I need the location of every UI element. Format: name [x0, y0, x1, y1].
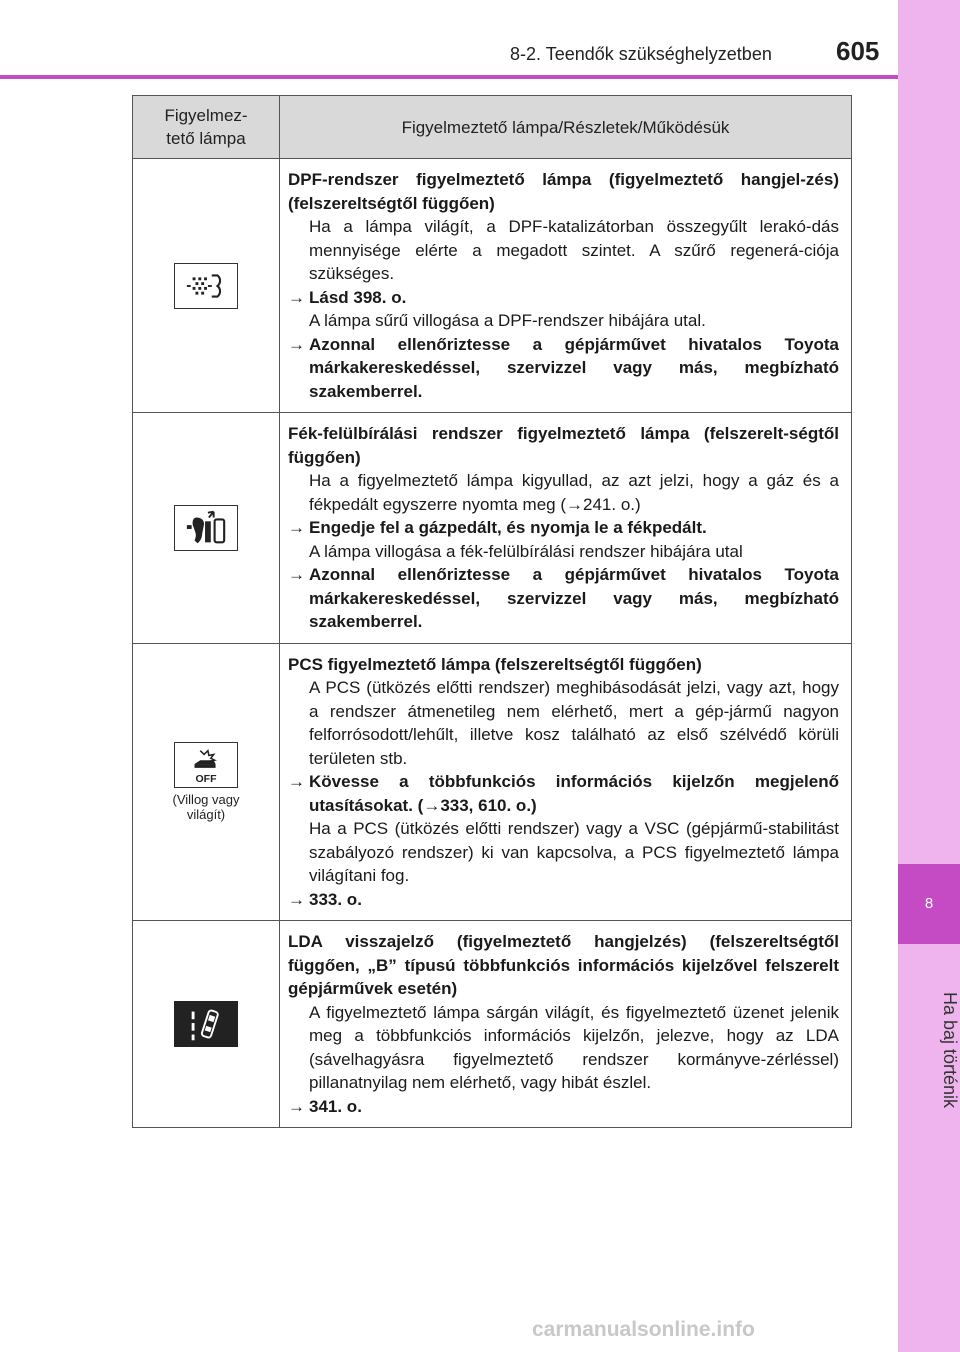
action-line [288, 516, 839, 540]
action-text: Kövesse a többfunkciós információs kijelzőn megjelenő utasításokat. ( [309, 772, 839, 815]
action-line [288, 333, 839, 404]
chapter-tab[interactable] [898, 864, 960, 944]
action-line [288, 770, 839, 817]
table-row [133, 159, 852, 413]
page-number: 605 [836, 36, 880, 66]
warning-lamp-table [132, 95, 852, 1128]
table-row [133, 921, 852, 1128]
table-header-row [133, 96, 852, 159]
lamp-description: A PCS (ütközés előtti rendszer) meghibásodását jelzi, vagy azt, hogy a rendszer átmenetileg nem elérhető, mert a gép-jármű nagyon felforrósodott/lehűlt, illetve kosz található az első szélvédő körüli területen stb. [309, 678, 839, 768]
arrow-icon: → [288, 772, 305, 791]
arrow-icon: → [288, 1096, 305, 1116]
description-cell [280, 921, 852, 1128]
table-row [133, 643, 852, 921]
table-row [133, 413, 852, 644]
lamp-description: Ha a lámpa világít, a DPF-katalizátorban összegyűlt lerakó-dás mennyisége elérte a megadott szintet. A szűrő regenerá-ciója szükséges. [309, 217, 839, 283]
arrow-icon: → [566, 494, 584, 514]
page-reference: 333. o. [309, 889, 362, 909]
action-line [288, 563, 839, 634]
action-text: Azonnal ellenőriztesse a gépjárművet hivatalos Toyota márkakereskedéssel, szervizzel vagy más, megbízható szakemberrel. [309, 565, 839, 631]
lamp-title: Fék-felülbírálási rendszer figyelmeztető lámpa (felszerelt-ségtől függően) [288, 424, 839, 467]
arrow-icon: → [423, 795, 441, 815]
page-reference: Lásd 398. o. [309, 287, 407, 307]
arrow-icon: → [288, 889, 305, 909]
icon-cell [133, 921, 280, 1128]
lamp-description [288, 469, 839, 516]
lda-icon [174, 1001, 238, 1047]
arrow-icon: → [288, 334, 305, 354]
description-text: Ha a figyelmeztető lámpa kigyullad, az azt jelzi, hogy a gáz és a fékpedált egyszerre nyomta meg ( [309, 471, 839, 514]
action-line [288, 1095, 839, 1119]
arrow-icon: → [288, 287, 305, 307]
lamp-description: A figyelmeztető lámpa sárgán világít, és figyelmeztető üzenet jelenik meg a többfunkciós információs kijelzőn, jelezve, hogy az LDA (sávelhagyásra figyelmeztető rendszer kormányve-zérléssel) pillanatnyilag nem elérhető, vagy hibát észlel. [309, 1002, 839, 1092]
lamp-title: PCS figyelmeztető lámpa (felszereltségtől függően) [288, 654, 702, 674]
dpf-warning-icon [174, 263, 238, 309]
column-header-lamp: Figyelmez- tető lámpa [133, 96, 280, 159]
brake-override-icon [174, 505, 238, 551]
pcs-off-label: OFF [195, 772, 217, 785]
arrow-icon: → [288, 518, 305, 537]
page-reference: 241. o.) [583, 494, 641, 514]
icon-cell [133, 643, 280, 921]
header-rule [0, 75, 898, 79]
icon-cell [133, 413, 280, 644]
action-text: Engedje fel a gázpedált, és nyomja le a fékpedált. [309, 518, 707, 537]
action-line [288, 888, 839, 912]
icon-note: (Villog vagy világít) [172, 791, 240, 822]
description-cell [280, 643, 852, 921]
pcs-off-icon [174, 742, 238, 788]
page-reference: 333, 610. o.) [440, 795, 537, 815]
icon-cell [133, 159, 280, 413]
page-reference: 341. o. [309, 1096, 362, 1116]
section-title: 8-2. Teendők szükséghelyzetben [510, 44, 772, 64]
column-header-details: Figyelmeztető lámpa/Részletek/Működésük [280, 96, 852, 159]
lamp-title: DPF-rendszer figyelmeztető lámpa (figyelmeztető hangjel-zés) (felszereltségtől függően) [288, 170, 839, 213]
lamp-title: LDA visszajelző (figyelmeztető hangjelzés) (felszereltségtől függően, „B” típusú többfunkciós információs kijelzővel felszerelt gépjárművek esetén) [288, 932, 839, 998]
lamp-description: A lámpa villogása a fék-felülbírálási rendszer hibájára utal [309, 541, 743, 561]
chapter-sidebar [898, 0, 960, 1352]
lamp-description: Ha a PCS (ütközés előtti rendszer) vagy a VSC (gépjármű-stabilitást szabályozó rendszer) ki van kapcsolva, a PCS figyelmeztető lámpa világítani fog. [309, 819, 839, 885]
description-cell [280, 159, 852, 413]
action-text: Azonnal ellenőriztesse a gépjárművet hivatalos Toyota márkakereskedéssel, szervizzel vagy más, megbízható szakemberrel. [309, 334, 839, 401]
chapter-title: Ha baj történik [940, 991, 960, 1109]
description-cell [280, 413, 852, 644]
chapter-number: 8 [924, 895, 934, 912]
arrow-icon: → [288, 565, 305, 584]
lamp-description: A lámpa sűrű villogása a DPF-rendszer hibájára utal. [309, 311, 706, 330]
action-line [288, 286, 839, 310]
watermark: carmanualsonline.info [532, 1318, 755, 1341]
